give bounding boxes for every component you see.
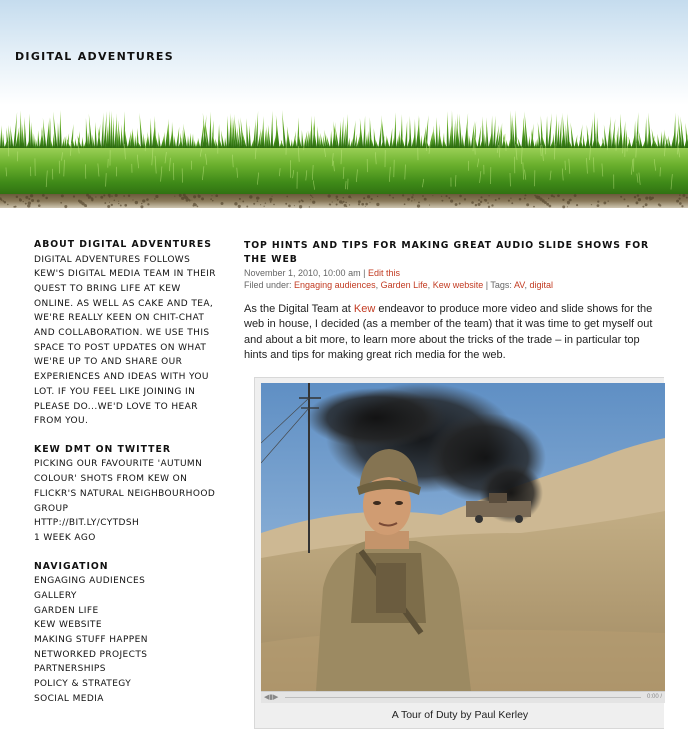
tweet-link[interactable]: HTTP://BIT.LY/CYTDSH [34, 518, 140, 529]
site-title[interactable]: DIGITAL ADVENTURES [15, 50, 174, 63]
body-text-start: As the Digital Team at [244, 302, 354, 315]
play-icon[interactable]: ▶ [273, 693, 279, 701]
grass-banner-image [0, 108, 688, 216]
nav-item-networked-projects[interactable] [34, 648, 219, 663]
skip-back-icon[interactable]: ◀▮ [264, 693, 274, 701]
nav-item-gallery[interactable] [34, 589, 219, 604]
nav-item-policy-strategy[interactable] [34, 677, 219, 692]
nav-link[interactable]: GALLERY [34, 590, 77, 601]
nav-item-social-media[interactable] [34, 692, 219, 707]
tags-label: | Tags: [485, 280, 512, 291]
twitter-widget [34, 443, 219, 546]
video-frame[interactable] [261, 383, 665, 691]
filed-label: Filed under: [244, 280, 292, 291]
navigation-heading: NAVIGATION [34, 560, 109, 572]
tweet-time[interactable]: 1 WEEK AGO [34, 532, 96, 543]
nav-link[interactable]: MAKING STUFF HAPPEN [34, 634, 148, 645]
nav-item-kew-website[interactable] [34, 618, 219, 633]
category-link[interactable]: Kew website [432, 280, 484, 291]
nav-link[interactable]: SOCIAL MEDIA [34, 693, 104, 704]
video-caption: A Tour of Duty by Paul Kerley [391, 709, 529, 721]
nav-link[interactable]: GARDEN LIFE [34, 605, 99, 616]
about-heading: ABOUT DIGITAL ADVENTURES [34, 239, 212, 250]
twitter-heading: KEW DMT ON TWITTER [34, 443, 171, 455]
kew-link[interactable]: Kew [353, 302, 376, 315]
nav-item-making-stuff-happen[interactable] [34, 633, 219, 648]
nav-item-engaging-audiences[interactable] [34, 574, 219, 589]
video-player [254, 377, 664, 729]
nav-link[interactable]: ENGAGING AUDIENCES [34, 576, 146, 587]
nav-link[interactable]: NETWORKED PROJECTS [34, 649, 148, 660]
about-widget [34, 238, 219, 429]
nav-link[interactable]: KEW WEBSITE [34, 620, 102, 631]
nav-link[interactable]: POLICY & STRATEGY [34, 679, 132, 690]
nav-item-garden-life[interactable] [34, 604, 219, 619]
body-text-end: endeavor to produce more video and slide shows for the web in house, I decided (as a member of the team) that it was time to get myself out and about a bit more, to learn more about the tricks of the trade – in particular top hints and tips for making great rich media for the web. [244, 302, 653, 362]
post [244, 239, 664, 364]
category-link[interactable]: Engaging audiences [294, 280, 376, 291]
navigation-list [34, 574, 219, 706]
site-header [0, 0, 688, 216]
tweet-text: PICKING OUR FAVOURITE 'AUTUMN COLOUR' SHOTS FROM KEW ON FLICKR'S NATURAL NEIGHBOURHOOD GROUP [34, 459, 216, 514]
category-link[interactable]: Garden Life [380, 280, 428, 291]
about-text: DIGITAL ADVENTURES FOLLOWS KEW'S DIGITAL MEDIA TEAM IN THEIR QUEST TO BRING LIFE AT KEW ONLINE. AS WELL AS CAKE AND TEA, WE'RE REALLY KEEN ON CHIT-CHAT AND COLLABORATION. WE USE THIS SPACE TO POST UPDATES ON WHAT WE'RE UP TO AND SHARE OUR EXPERIENCES AND IDEAS WITH YOU LOT. IF YOU FEEL LIKE JOINING IN PLEASE DO...WE'D LOVE TO HEAR FROM YOU. [34, 254, 216, 427]
post-filed-line: Filed under: Engaging audiences, Garden Life, Kew website | Tags: AV, digital [244, 280, 553, 291]
meta-separator: | [363, 268, 366, 278]
player-controls [261, 691, 665, 703]
nav-item-partnerships[interactable] [34, 662, 219, 677]
tag-link[interactable]: AV [513, 280, 525, 291]
progress-track[interactable] [285, 697, 641, 698]
video-thumbnail-image [261, 383, 665, 691]
post-title[interactable]: TOP HINTS AND TIPS FOR MAKING GREAT AUDIO SLIDE SHOWS FOR THE WEB [244, 240, 650, 265]
post-body [244, 302, 664, 364]
post-date: November 1, 2010, 10:00 am [244, 268, 361, 278]
sidebar [34, 238, 219, 720]
post-date-line [244, 267, 664, 279]
nav-link[interactable]: PARTNERSHIPS [34, 664, 106, 675]
navigation-widget [34, 560, 219, 707]
time-display: 0:00 / [647, 694, 663, 700]
tag-link[interactable]: digital [529, 280, 553, 291]
edit-link[interactable]: Edit this [367, 268, 400, 278]
